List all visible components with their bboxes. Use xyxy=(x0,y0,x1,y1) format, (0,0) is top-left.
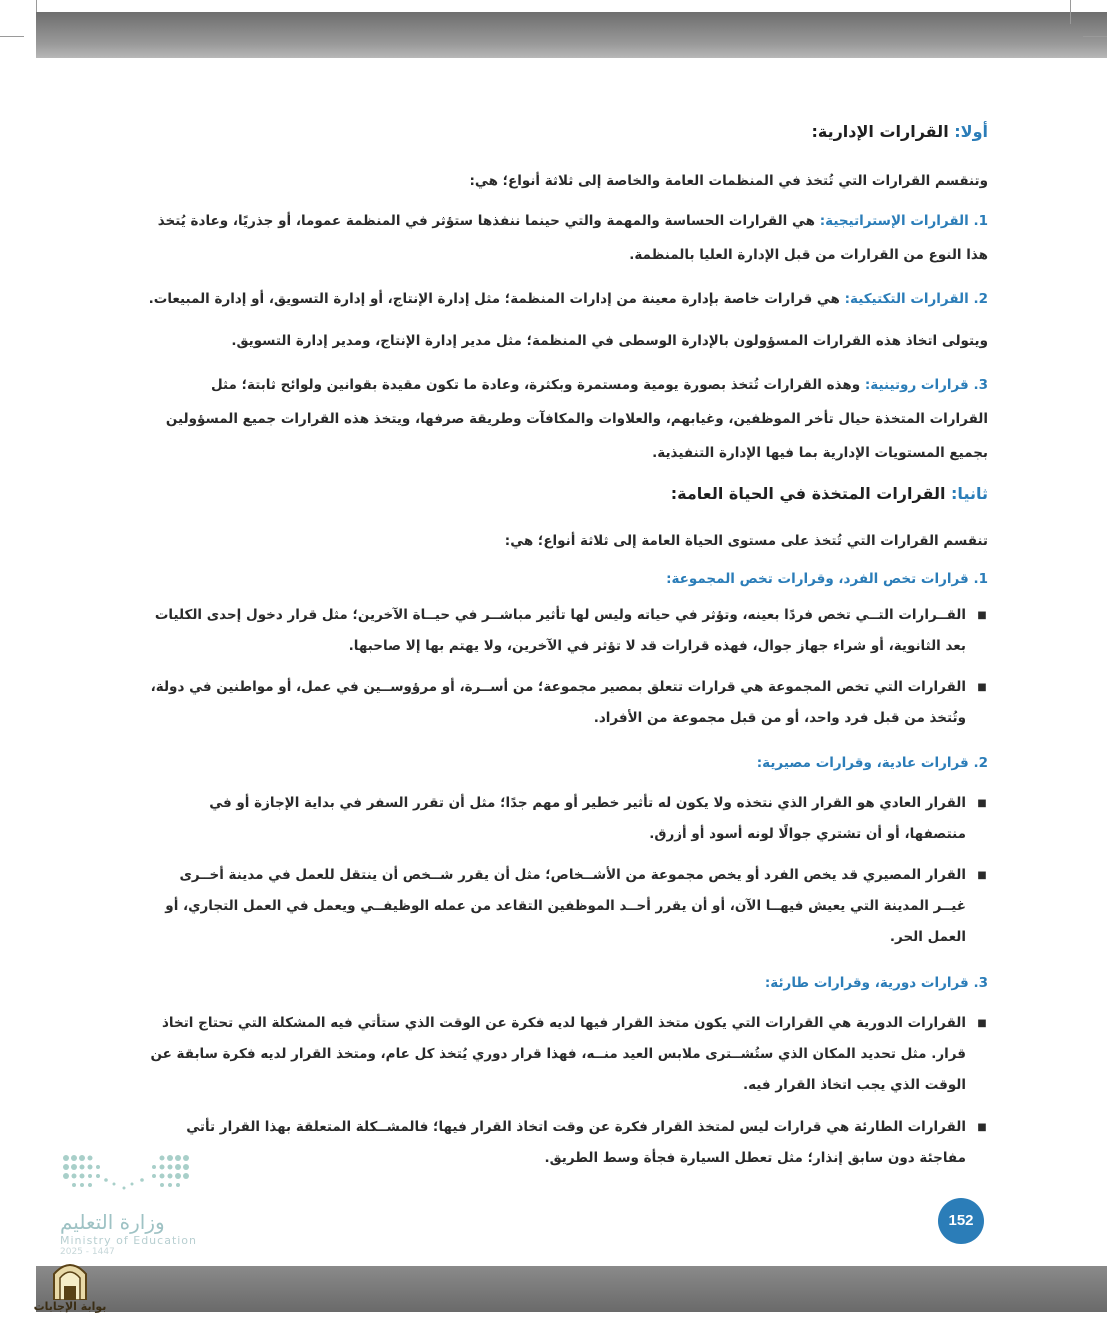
site-logo-icon xyxy=(50,1256,90,1300)
crop-mark-top-left xyxy=(36,0,37,12)
group-3-title xyxy=(148,966,988,1000)
item-number: 2. xyxy=(973,291,988,307)
bullet-square-icon: ■ xyxy=(977,798,987,809)
ministry-name-en: Ministry of Education xyxy=(60,1234,198,1247)
item-number: 1. xyxy=(973,213,988,229)
crop-mark-left xyxy=(0,36,24,37)
group-2-bullet-2 xyxy=(148,860,987,953)
crop-mark-right xyxy=(1083,36,1107,37)
bullet-square-icon: ■ xyxy=(977,1122,987,1133)
item-text: وهذه القرارات تُتخذ بصورة يومية ومستمرة وبكثرة، وعادة ما تكون مقيدة بقوانين ولوائح ثابتة؛ مثل القرارات المتخذة حيال تأخر الموظفين، وغيابهم، والعلاوات والمكافآت وطريقة صرفها، ويتخذ هذه القرارات جميع المسؤولين بجميع المستويات الإدارية بما فيها الإدارة التنفيذية. xyxy=(165,377,988,461)
section1-heading-lead: أولا: xyxy=(954,122,988,141)
bullet-square-icon: ■ xyxy=(977,682,987,693)
bullet-text: القرارات الطارئة هي قرارات ليس لمتخذ القرار فكرة عن وقت اتخاذ القرار فيها؛ فالمشــكلة المتعلقة بهذا القرار تأتي مفاجئة دون سابق إنذار؛ مثل تعطل السيارة فجأة وسط الطريق. xyxy=(186,1119,966,1166)
section2-heading-lead: ثانيا: xyxy=(951,484,988,503)
group-1-bullet-2 xyxy=(148,672,987,734)
bullet-square-icon: ■ xyxy=(977,870,987,881)
group-number: 1. xyxy=(973,571,988,587)
ministry-dots-icon xyxy=(60,1150,200,1200)
site-logo-label: بوابة الإجابات xyxy=(33,1300,107,1313)
item-text: هي القرارات الحساسة والمهمة والتي حينما ننفذها ستؤثر في المنظمة عموما، أو جذريًا، وعادة يُتخذ هذا النوع من القرارات من قبل الإدارة العليا بالمنظمة. xyxy=(157,213,988,263)
bullet-text: القرارات التي تخص المجموعة هي قرارات تتعلق بمصير مجموعة؛ من أســرة، أو مرؤوســين في عمل، أو مواطنين في دولة، وتُتخذ من قبل فرد واحد، أو من قبل مجموعة من الأفراد. xyxy=(150,679,966,726)
ministry-name-ar: وزارة التعليم xyxy=(60,1210,165,1234)
section2-intro: تنقسم القرارات التي تُتخذ على مستوى الحياة العامة إلى ثلاثة أنواع؛ هي: xyxy=(504,533,988,549)
item-term: القرارات الإستراتيجية: xyxy=(819,213,969,229)
group-title: قرارات عادية، وقرارات مصيرية: xyxy=(756,755,969,771)
group-2-title xyxy=(148,746,988,780)
bullet-text: القرار المصيري قد يخص الفرد أو يخص مجموعة من الأشــخاص؛ مثل أن يقرر شــخص أن ينتقل للعمل في مدينة أخــرى غيــر المدينة التي يعيش فيهــا الآن، أو أن يقرر أحــد الموظفين التقاعد من عمله الوظيفــي ويعمل في العمل التجاري، أو العمل الحر. xyxy=(165,867,966,945)
site-logo[interactable] xyxy=(30,1256,110,1313)
bullet-text: القرار العادي هو القرار الذي نتخذه ولا يكون له تأثير خطير أو مهم جدًا؛ مثل أن تقرر السفر في بداية الإجازة أو في منتصفها، أو أن تشتري جوالًا لونه أسود أو أزرق. xyxy=(209,795,966,842)
group-number: 3. xyxy=(973,975,988,991)
section1-heading xyxy=(811,122,988,141)
page-number-badge: 152 xyxy=(938,1198,984,1244)
group-title: قرارات دورية، وقرارات طارئة: xyxy=(764,975,969,991)
section2-heading-text: القرارات المتخذة في الحياة العامة: xyxy=(670,484,952,503)
section1-item-2-extra: ويتولى اتخاذ هذه القرارات المسؤولون بالإدارة الوسطى في المنظمة؛ مثل مدير إدارة الإنتاج، ومدير إدارة التسويق. xyxy=(231,333,988,349)
crop-mark-top-right xyxy=(1070,0,1071,24)
item-text: هي قرارات خاصة بإدارة معينة من إدارات المنظمة؛ مثل إدارة الإنتاج، أو إدارة التسويق، أو إدارة المبيعات. xyxy=(148,291,845,307)
group-1-title xyxy=(148,562,988,596)
top-decorative-bar xyxy=(36,12,1107,58)
section1-intro: وتنقسم القرارات التي تُتخذ في المنظمات العامة والخاصة إلى ثلاثة أنواع؛ هي: xyxy=(469,173,988,189)
ministry-logo xyxy=(60,1150,210,1257)
bullet-text: القــرارات التــي تخص فردًا بعينه، وتؤثر في حياته وليس لها تأثير مباشــر في حيــاة الآخرين؛ مثل قرار دخول إحدى الكليات بعد الثانوية، أو شراء جهاز جوال، فهذه قرارات قد لا تؤثر في الآخرين، ولا يهتم بها إلا صاحبها. xyxy=(154,607,966,654)
item-term: قرارات روتينية: xyxy=(864,377,969,393)
section1-item-1 xyxy=(148,204,988,272)
ministry-year: 2025 - 1447 xyxy=(60,1247,115,1257)
section1-item-2 xyxy=(148,282,988,316)
group-2-bullet-1 xyxy=(148,788,987,850)
group-3-bullet-2 xyxy=(148,1112,987,1174)
group-title: قرارات تخص الفرد، وقرارات تخص المجموعة: xyxy=(666,571,969,587)
bottom-decorative-bar xyxy=(36,1266,1107,1312)
group-3-bullet-1 xyxy=(148,1008,987,1101)
group-number: 2. xyxy=(973,755,988,771)
section1-heading-text: القرارات الإدارية: xyxy=(811,122,955,141)
bullet-square-icon: ■ xyxy=(977,610,987,621)
section2-heading xyxy=(671,484,988,503)
item-number: 3. xyxy=(973,377,988,393)
item-term: القرارات التكتيكية: xyxy=(844,291,969,307)
bullet-text: القرارات الدورية هي القرارات التي يكون متخذ القرار فيها لديه فكرة عن الوقت الذي ستأتي فيه المشكلة التي تحتاج اتخاذ قرار. مثل تحديد المكان الذي ستُشــترى ملابس العيد منــه، فهذا قرار دوري يُتخذ كل عام، ومتخذ القرار لديه فكرة سابقة عن الوقت الذي يجب اتخاذ القرار فيه. xyxy=(150,1015,966,1093)
bullet-square-icon: ■ xyxy=(977,1018,987,1029)
section1-item-3 xyxy=(148,368,988,470)
group-1-bullet-1 xyxy=(148,600,987,662)
